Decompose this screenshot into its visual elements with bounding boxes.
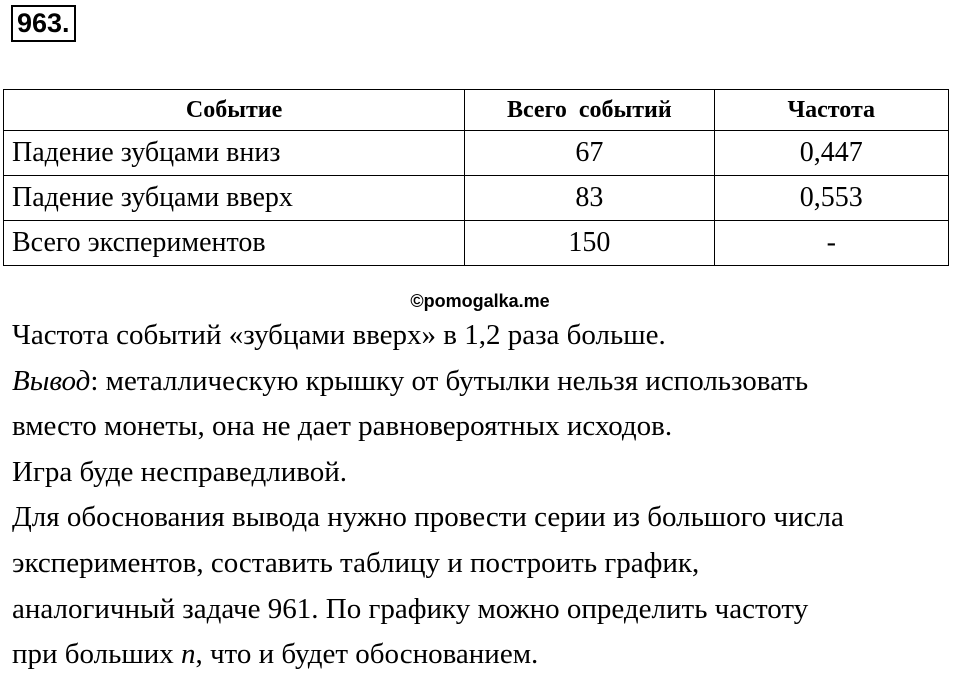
watermark: ©pomogalka.me <box>410 291 550 311</box>
cell-frequency: - <box>714 221 948 266</box>
table-header-row <box>4 90 949 131</box>
text-fragment: , что и будет обоснованием. <box>195 638 539 671</box>
cell-event: Падение зубцами вниз <box>4 131 465 176</box>
text-line: Игра буде несправедливой. <box>12 455 348 488</box>
text-line: аналогичный задаче 961. По графику можно определить частоту <box>12 592 809 625</box>
variable-n: n <box>180 638 196 671</box>
text-line <box>12 359 952 405</box>
text-fragment: : металлическую крышку от бутылки нельзя использовать <box>90 364 809 397</box>
cell-count: 67 <box>465 131 714 176</box>
cell-count: 150 <box>465 221 714 266</box>
table-row <box>4 221 949 266</box>
solution-text <box>12 313 952 678</box>
table-row <box>4 131 949 176</box>
text-line: вместо монеты, она не дает равновероятных исходов. <box>12 410 673 443</box>
frequency-table <box>3 89 949 266</box>
cell-frequency: 0,553 <box>714 176 948 221</box>
text-line: Для обоснования вывода нужно провести серии из большого числа <box>12 501 844 534</box>
conclusion-label: Вывод <box>12 364 91 397</box>
text-fragment: при больших <box>12 638 181 671</box>
cell-frequency: 0,447 <box>714 131 948 176</box>
text-line: Частота событий «зубцами вверх» в 1,2 раза больше. <box>12 319 666 351</box>
table-row <box>4 176 949 221</box>
cell-count: 83 <box>465 176 714 221</box>
task-number: 963. <box>11 5 76 42</box>
header-event: Событие <box>4 90 465 131</box>
cell-event: Всего экспериментов <box>4 221 465 266</box>
header-total-events: Всего событий <box>465 90 714 131</box>
cell-event: Падение зубцами вверх <box>4 176 465 221</box>
text-line <box>12 632 952 678</box>
header-frequency: Частота <box>714 90 948 131</box>
text-line: экспериментов, составить таблицу и построить график, <box>12 546 700 579</box>
